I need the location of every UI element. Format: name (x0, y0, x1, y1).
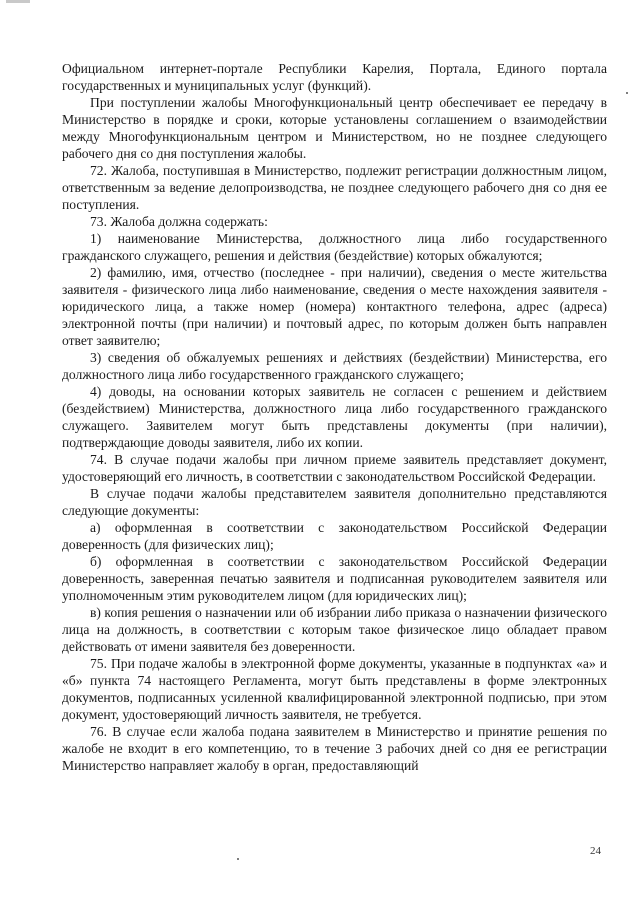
scan-speck (237, 858, 239, 860)
paragraph: 76. В случае если жалоба подана заявителем в Министерство и принятие решения по жалобе не входит в его компетенцию, то в течение 3 рабочих дней со дня ее регистрации Министерство направляет жалобу в орган, предоставляющий (62, 724, 607, 773)
paragraph: б) оформленная в соответствии с законодательством Российской Федерации доверенность, заверенная печатью заявителя и подписанная руководителем заявителя или уполномоченным этим руководителем лицом (для юридических лиц); (62, 554, 607, 603)
scan-artifact (6, 0, 30, 3)
paragraph: В случае подачи жалобы представителем заявителя дополнительно представляются следующие документы: (62, 486, 607, 518)
paragraph: 73. Жалоба должна содержать: (90, 214, 268, 229)
paragraph: 2) фамилию, имя, отчество (последнее - при наличии), сведения о месте жительства заявителя - физического лица либо наименование, сведения о месте нахождения заявителя - юридического лица, а также номер (номера) контактного телефона, адрес (адреса) электронной почты (при наличии) и почтовый адрес, по которым должен быть направлен ответ заявителю; (62, 265, 607, 348)
paragraph: 75. При подаче жалобы в электронной форме документы, указанные в подпунктах «а» и «б» пункта 74 настоящего Регламента, могут быть представлены в форме электронных документов, подписанных усиленной квалифицированной электронной подписью, при этом документ, удостоверяющий личность заявителя, не требуется. (62, 656, 607, 722)
paragraph: 3) сведения об обжалуемых решениях и действиях (бездействии) Министерства, его должностного лица либо государственного гражданского служащего; (62, 350, 607, 382)
scan-speck (626, 92, 628, 94)
document-body (62, 60, 607, 774)
paragraph: 1) наименование Министерства, должностного лица либо государственного гражданского служащего, решения и действия (бездействие) которых обжалуются; (62, 231, 607, 263)
paragraph: 72. Жалоба, поступившая в Министерство, подлежит регистрации должностным лицом, ответственным за ведение делопроизводства, не позднее следующего рабочего дня со дня ее поступления. (62, 163, 607, 212)
paragraph: в) копия решения о назначении или об избрании либо приказа о назначении физического лица на должность, в соответствии с которым такое физическое лицо обладает правом действовать от имени заявителя без доверенности. (62, 605, 607, 654)
paragraph: При поступлении жалобы Многофункциональный центр обеспечивает ее передачу в Министерство в порядке и сроки, которые установлены соглашением о взаимодействии между Многофункциональным центром и Министерством, но не позднее следующего рабочего дня со дня поступления жалобы. (62, 95, 607, 161)
paragraph: 74. В случае подачи жалобы при личном приеме заявитель представляет документ, удостоверяющий его личность, в соответствии с законодательством Российской Федерации. (62, 452, 607, 484)
paragraph: Официальном интернет-портале Республики Карелия, Портала, Единого портала государственных и муниципальных услуг (функций). (62, 61, 607, 93)
paragraph: а) оформленная в соответствии с законодательством Российской Федерации доверенность (для физических лиц); (62, 520, 607, 552)
page-number: 24 (590, 845, 601, 857)
paragraph: 4) доводы, на основании которых заявитель не согласен с решением и действием (бездействием) Министерства, должностного лица либо государственного гражданского служащего. Заявителем могут быть представлены документы (при наличии), подтверждающие доводы заявителя, либо их копии. (62, 384, 607, 450)
